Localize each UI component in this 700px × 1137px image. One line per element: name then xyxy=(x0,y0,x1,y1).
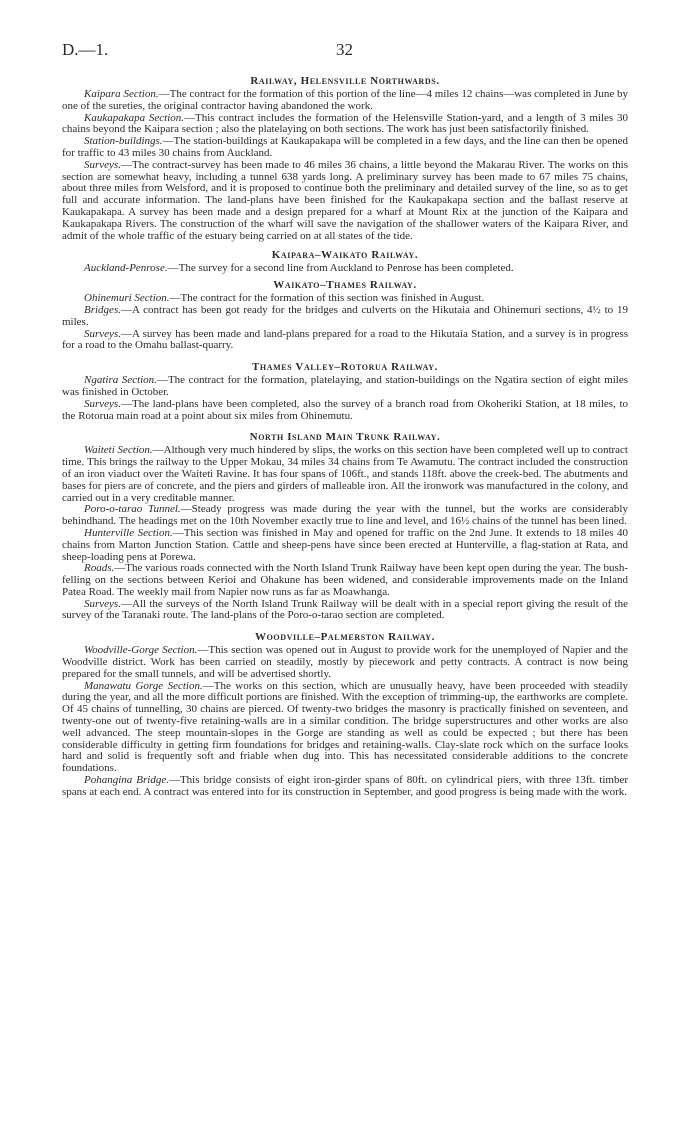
paragraph-lead: Manawatu Gorge Section. xyxy=(84,679,203,692)
paragraph-surveys xyxy=(62,160,628,243)
paragraph-text: —The survey for a second line from Auckland to Penrose has been completed. xyxy=(167,262,514,275)
section-heading: Thames Valley–Rotorua Railway. xyxy=(251,361,438,374)
section-waikato-thames xyxy=(62,278,628,352)
paragraph-lead: Auckland-Penrose. xyxy=(84,262,168,275)
section-north-island-main-trunk xyxy=(62,430,628,622)
paragraph-text: —This section was opened out in August to provide work for the unemployed of Napier and the Woodville district. Work has been carried on steadily, mostly by piecework and petty contracts. A contract is now being prepared for the small tunnels, and will be advertised shortly. xyxy=(62,644,628,680)
paragraph-lead: Roads. xyxy=(84,562,115,575)
paragraph-text: —The land-plans have been completed, also the survey of a branch road from Okoheriki Station, at 18 miles, to the Rotorua main road at a point about six miles from Ohinemutu. xyxy=(62,397,628,422)
section-heading: Waikato–Thames Railway. xyxy=(273,279,417,292)
paragraph-kaukapakapa-section xyxy=(62,113,628,137)
paragraph-bridges xyxy=(62,305,628,329)
paragraph-lead: Station-buildings. xyxy=(84,135,163,148)
document-page xyxy=(62,40,628,799)
paragraph-text: —Although very much hindered by slips, the works on this section have been completed well up to contract time. This brings the railway to the Upper Mokau, 34 miles 34 chains from Te Awamutu. The contract included the construction of an iron viaduct over the Waiteti Ravine. It has four spans of 106ft., and stands 118ft. above the creek-bed. The abutments and bases for piers are of concrete, and the piers and girders of malleable iron. All the ironwork was manufactured in the colony, and carried out in a very creditable manner. xyxy=(62,444,628,504)
paragraph-text: —The station-buildings at Kaukapakapa will be completed in a few days, and the line can then be opened for traffic to 43 miles 30 chains from Auckland. xyxy=(62,135,628,159)
paragraph-text: —The various roads connected with the North Island Trunk Railway have been kept open during the year. The bush-felling on the sections between Kerioi and Ohakune has been widened, and considerable improvements made on the Inland Patea Road. The weekly mail from Napier now runs as far as Moawhanga. xyxy=(62,562,628,598)
paragraph-text: —The contract-survey has been made to 46 miles 36 chains, a little beyond the Makarau River. The works on this section are somewhat heavy, including a tunnel 638 yards long. A preliminary survey has been made to 67 miles 75 chains, about three miles from Welsford, and it is proposed to continue both the preliminary and detailed survey of the line, so as to get full and accurate information. The land-plans have been finished for the Kaukapakapa section and the ballast reserve at Kaukapakapa. A survey has been made and a design prepared for a wharf at Mount Rix at the junction of the Kaipara and Kaukapakapa Rivers. The construction of the wharf will save the navigation of the shallower waters of the Kaipara River, and admit of the whole traffic of the estuary being carried on at all states of the tide. xyxy=(62,158,628,242)
paragraph-surveys xyxy=(62,399,628,423)
paragraph-pohangina-bridge xyxy=(62,775,628,799)
paragraph-lead: Waiteti Section. xyxy=(84,444,153,457)
paragraph-lead: Pohangina Bridge. xyxy=(84,774,169,787)
section-heading: North Island Main Trunk Railway. xyxy=(249,431,441,444)
page-number: 32 xyxy=(336,40,353,59)
document-reference: D.—1. xyxy=(62,40,109,59)
paragraph-kaipara-section xyxy=(62,89,628,113)
paragraph-surveys xyxy=(62,329,628,353)
paragraph-text: —The contract for the formation of this section was finished in August. xyxy=(169,292,485,305)
section-heading: Railway, Helensville Northwards. xyxy=(250,75,440,87)
paragraph-text: —All the surveys of the North Island Trunk Railway will be dealt with in a special report giving the result of the survey of the Taranaki route. The land-plans of the Poro-o-tarao section are completed. xyxy=(62,597,628,622)
paragraph-text: —This section was finished in May and opened for traffic on the 2nd June. It extends to 18 miles 40 chains from Marton Junction Station. Cattle and sheep-pens have since been erected at Hunterville, a flag-station at Rata, and sheep-loading pens at Porewa. xyxy=(62,526,628,563)
paragraph-text: —The contract for the formation of this portion of the line—4 miles 12 chains—was completed in June by one of the sureties, the original contractor having abandoned the work. xyxy=(62,88,628,112)
paragraph-lead: Surveys. xyxy=(84,158,121,171)
paragraph-text: —The contract for the formation, platelaying, and station-buildings on the Ngatira section of eight miles was finished in October. xyxy=(62,374,628,398)
paragraph-text: —A contract has been got ready for the bridges and culverts on the Hikutaia and Ohinemuri sections, 4½ to 19 miles. xyxy=(62,303,628,328)
paragraph-station-buildings xyxy=(62,136,628,160)
paragraph-poro-o-tarao-tunnel xyxy=(62,504,628,528)
section-heading: Kaipara–Waikato Railway. xyxy=(271,249,419,262)
paragraph-ngatira-section xyxy=(62,375,628,399)
paragraph-waiteti-section xyxy=(62,445,628,504)
page-header xyxy=(62,40,628,62)
paragraph-text: —This contract includes the formation of the Helensville Station-yard, and a length of 3 miles 30 chains beyond the Kaipara section ; also the platelaying on both sections. The work has just been satisfactorily finished. xyxy=(62,111,628,136)
paragraph-lead: Bridges. xyxy=(84,303,121,316)
paragraph-lead: Surveys. xyxy=(84,597,121,610)
section-helensville-northwards xyxy=(62,74,628,242)
paragraph-lead: Ngatira Section. xyxy=(84,374,157,387)
section-woodville-palmerston xyxy=(62,630,628,798)
paragraph-lead: Kaipara Section. xyxy=(84,88,159,100)
section-thames-valley-rotorua xyxy=(62,360,628,422)
paragraph-auckland-penrose xyxy=(62,263,628,275)
paragraph-lead: Surveys. xyxy=(84,327,121,340)
paragraph-lead: Hunterville Section. xyxy=(84,526,173,539)
paragraph-lead: Kaukapakapa Section. xyxy=(84,111,185,124)
paragraph-manawatu-gorge-section xyxy=(62,681,628,775)
paragraph-lead: Ohinemuri Section. xyxy=(84,292,170,305)
paragraph-lead: Woodville-Gorge Section. xyxy=(84,644,198,657)
paragraph-lead: Poro-o-tarao Tunnel. xyxy=(84,503,181,516)
paragraph-roads xyxy=(62,563,628,598)
paragraph-woodville-gorge-section xyxy=(62,645,628,680)
paragraph-text: —A survey has been made and land-plans prepared for a road to the Hikutaia Station, and a survey is in progress for a road to the Omahu ballast-quarry. xyxy=(62,327,628,352)
paragraph-text: —Steady progress was made during the year with the tunnel, but the works are considerably behindhand. The headings met on the 10th November exactly true to line and level, and 16½ chains of the tunnel has been lined. xyxy=(62,503,628,528)
section-heading: Woodville–Palmerston Railway. xyxy=(254,631,436,644)
paragraph-text: —The works on this section, which are unusually heavy, have been proceeded with steadily during the year, and all the more difficult portions are finished. With the exception of trimming-up, the earthworks are complete. Of 45 chains of tunnelling, 30 chains are pierced. Of twenty-two bridges the masonry is practically finished on seventeen, and twenty-one out of twenty-five retaining-walls are in a similar condition. The bridge superstructures and other works are also well advanced. The steep mountain-slopes in the Gorge are standing as well as could be expected ; but there has been considerable difficulty in getting firm foundations for bridges and retaining-walls. Clay-slate rock which on the surface looks hard and solid is frequently soft and friable when dug into. This has necessitated considerable additions to the concrete foundations. xyxy=(62,679,628,775)
section-kaipara-waikato xyxy=(62,248,628,275)
paragraph-surveys xyxy=(62,599,628,623)
paragraph-lead: Surveys. xyxy=(84,397,121,410)
paragraph-hunterville-section xyxy=(62,528,628,563)
paragraph-text: —This bridge consists of eight iron-girder spans of 80ft. on cylindrical piers, with three 13ft. timber spans at each end. A contract was entered into for its construction in September, and good progress is being made with the work. xyxy=(62,774,628,798)
